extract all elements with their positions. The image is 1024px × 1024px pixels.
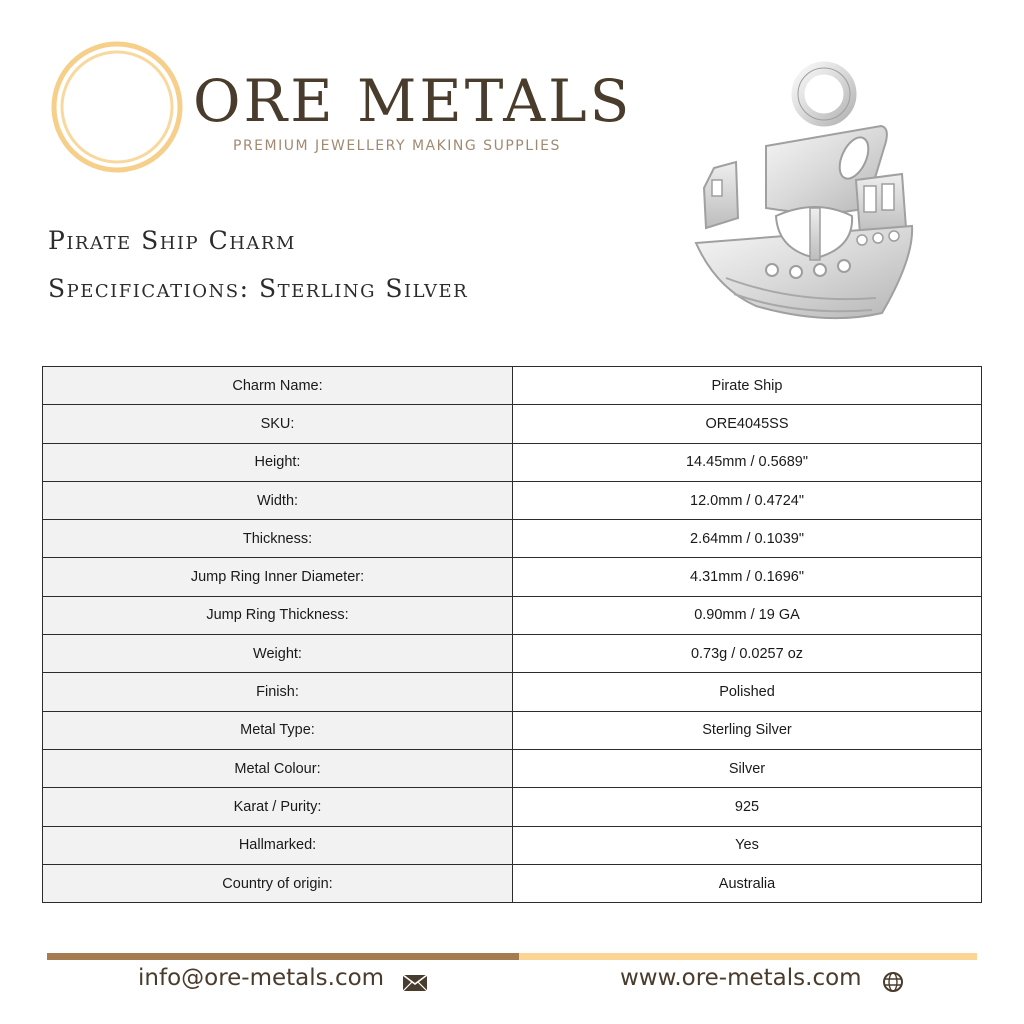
spec-row <box>43 635 982 673</box>
spec-value: 925 <box>513 788 982 826</box>
spec-value: 14.45mm / 0.5689" <box>513 443 982 481</box>
spec-row <box>43 749 982 787</box>
spec-value: 12.0mm / 0.4724" <box>513 481 982 519</box>
specifications-table <box>42 366 982 903</box>
spec-label: Metal Type: <box>43 711 513 749</box>
spec-value: 4.31mm / 0.1696" <box>513 558 982 596</box>
product-title: Pirate Ship Charm <box>48 226 296 255</box>
footer-divider-dark <box>47 953 519 960</box>
brand-tagline: PREMIUM JEWELLERY MAKING SUPPLIES <box>233 138 561 154</box>
spec-label: Metal Colour: <box>43 749 513 787</box>
spec-row <box>43 826 982 864</box>
spec-label: Hallmarked: <box>43 826 513 864</box>
spec-value: 0.73g / 0.0257 oz <box>513 635 982 673</box>
spec-label: Finish: <box>43 673 513 711</box>
spec-row <box>43 520 982 558</box>
spec-label: Charm Name: <box>43 367 513 405</box>
footer-divider-light <box>519 953 977 960</box>
spec-label: Height: <box>43 443 513 481</box>
spec-row <box>43 673 982 711</box>
spec-value: Australia <box>513 864 982 902</box>
spec-label: Width: <box>43 481 513 519</box>
footer-email[interactable]: info@ore-metals.com <box>138 965 385 991</box>
spec-label: SKU: <box>43 405 513 443</box>
spec-value: 2.64mm / 0.1039" <box>513 520 982 558</box>
spec-row <box>43 405 982 443</box>
product-subtitle: Specifications: Sterling Silver <box>48 274 469 303</box>
spec-value: 0.90mm / 19 GA <box>513 596 982 634</box>
pirate-ship-charm-icon <box>676 58 926 330</box>
spec-label: Jump Ring Thickness: <box>43 596 513 634</box>
brand-name: ORE METALS <box>193 67 633 135</box>
spec-value: Yes <box>513 826 982 864</box>
spec-label: Jump Ring Inner Diameter: <box>43 558 513 596</box>
spec-row <box>43 481 982 519</box>
spec-value: Pirate Ship <box>513 367 982 405</box>
spec-row <box>43 367 982 405</box>
spec-label: Thickness: <box>43 520 513 558</box>
spec-value: ORE4045SS <box>513 405 982 443</box>
spec-value: Polished <box>513 673 982 711</box>
spec-row <box>43 711 982 749</box>
globe-icon <box>882 971 904 993</box>
spec-label: Karat / Purity: <box>43 788 513 826</box>
spec-label: Country of origin: <box>43 864 513 902</box>
spec-row <box>43 596 982 634</box>
spec-row <box>43 443 982 481</box>
spec-label: Weight: <box>43 635 513 673</box>
footer-website[interactable]: www.ore-metals.com <box>620 965 862 991</box>
spec-row <box>43 558 982 596</box>
spec-row <box>43 788 982 826</box>
spec-row <box>43 864 982 902</box>
spec-value: Silver <box>513 749 982 787</box>
envelope-icon <box>402 974 428 992</box>
gold-ring-logo-icon <box>50 40 184 174</box>
spec-value: Sterling Silver <box>513 711 982 749</box>
